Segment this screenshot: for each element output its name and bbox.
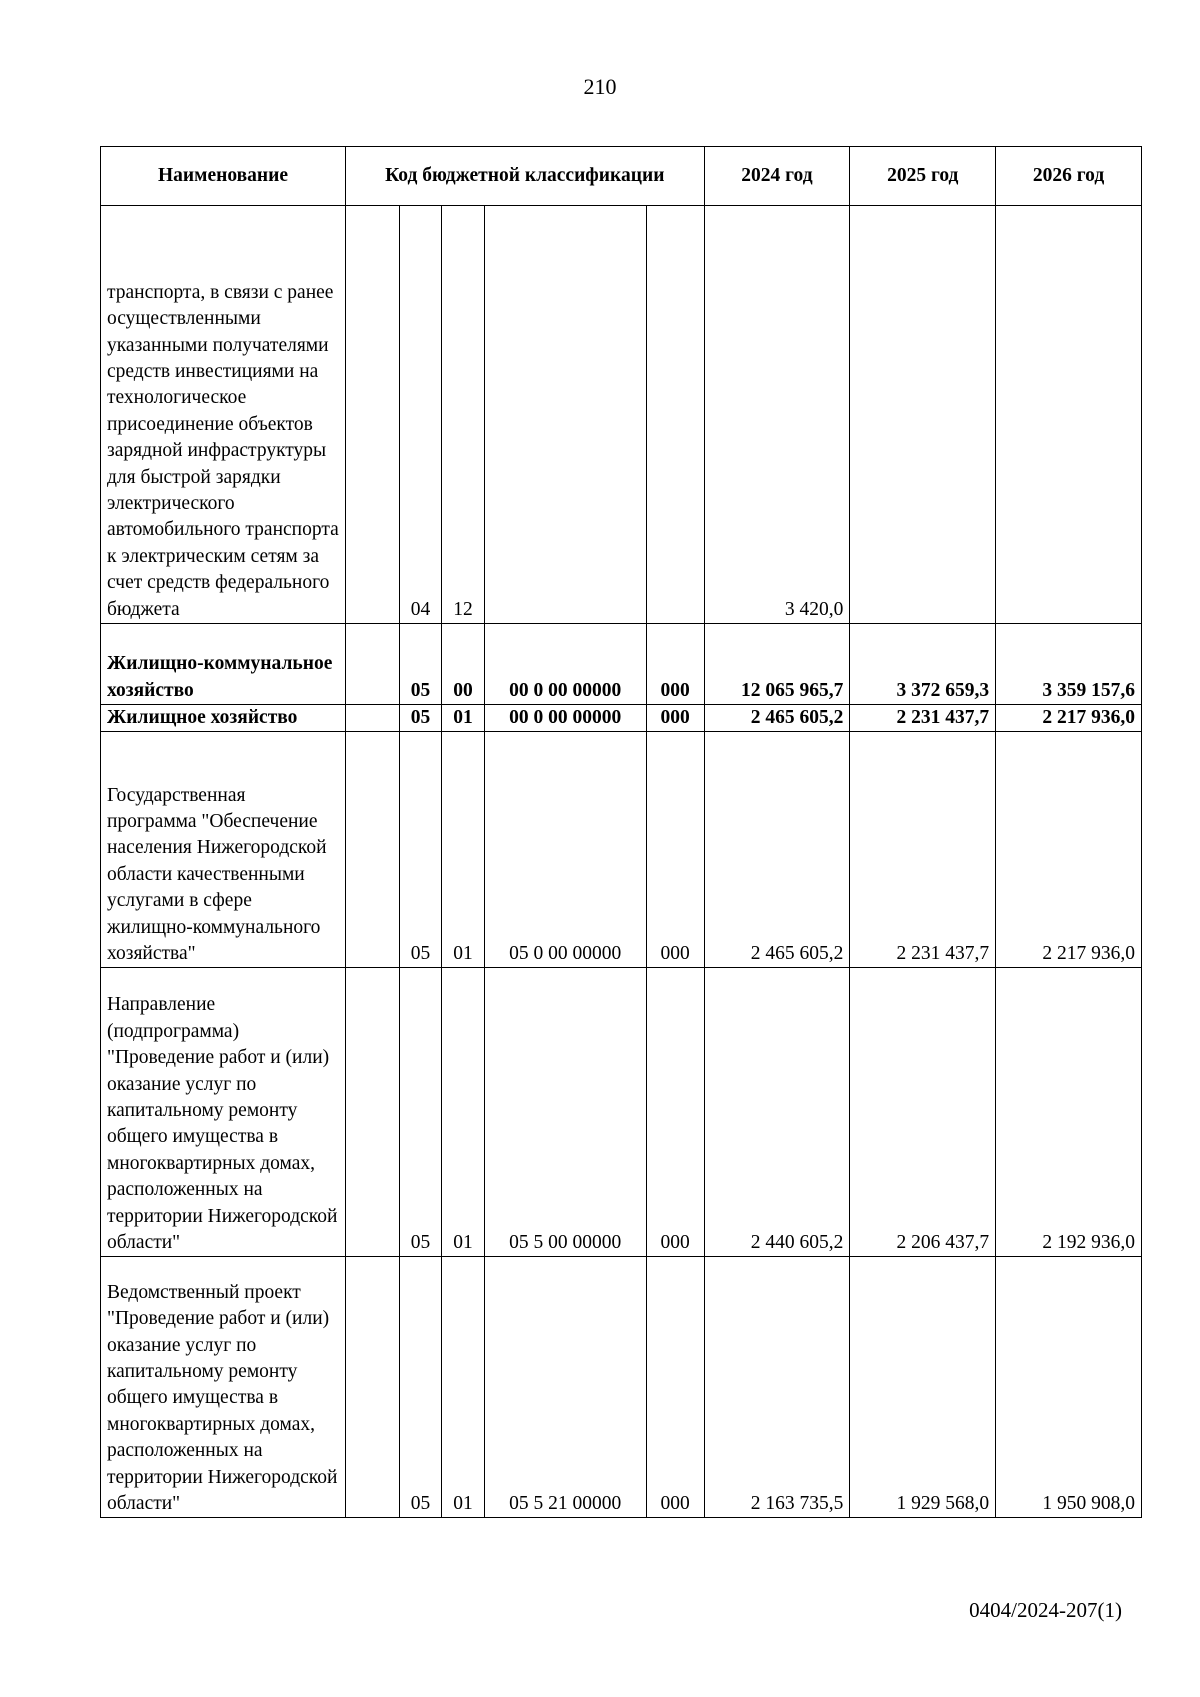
row-name: транспорта, в связи с ранее осуществленными указанными получателями средств инвестициями на технологическое присоединение объектов зарядной инфраструктуры для быстрой зарядки электрического автомобильного транспорта к электрическим сетям за счет средств федерального бюджета <box>101 206 346 624</box>
code-expense-type: 000 <box>646 1257 704 1518</box>
code-section: 05 <box>399 624 442 705</box>
code-subsection: 01 <box>442 705 485 732</box>
value-2024: 2 440 605,2 <box>704 968 850 1257</box>
header-2024: 2024 год <box>704 147 850 206</box>
code-expense-type: 000 <box>646 732 704 968</box>
value-2025: 2 231 437,7 <box>850 732 996 968</box>
code-subsection: 01 <box>442 1257 485 1518</box>
code-part-1 <box>346 732 400 968</box>
value-2025 <box>850 206 996 624</box>
value-2026: 2 217 936,0 <box>996 732 1142 968</box>
code-subsection: 01 <box>442 732 485 968</box>
code-part-1 <box>346 624 400 705</box>
value-2024: 12 065 965,7 <box>704 624 850 705</box>
value-2026 <box>996 206 1142 624</box>
code-part-1 <box>346 206 400 624</box>
value-2025: 1 929 568,0 <box>850 1257 996 1518</box>
code-target-article: 00 0 00 00000 <box>484 624 646 705</box>
code-section: 05 <box>399 705 442 732</box>
budget-table <box>100 146 1142 1518</box>
page-number: 210 <box>583 74 617 99</box>
row-name: Жилищное хозяйство <box>101 705 346 732</box>
value-2024: 3 420,0 <box>704 206 850 624</box>
code-part-1 <box>346 968 400 1257</box>
row-name: Жилищно-коммунальное хозяйство <box>101 624 346 705</box>
value-2024: 2 465 605,2 <box>704 732 850 968</box>
value-2025: 2 206 437,7 <box>850 968 996 1257</box>
code-target-article: 05 5 21 00000 <box>484 1257 646 1518</box>
code-target-article: 00 0 00 00000 <box>484 705 646 732</box>
code-subsection: 01 <box>442 968 485 1257</box>
value-2026: 1 950 908,0 <box>996 1257 1142 1518</box>
table-header-row <box>101 147 1142 206</box>
code-target-article <box>484 206 646 624</box>
code-section: 05 <box>399 968 442 1257</box>
header-2026: 2026 год <box>996 147 1142 206</box>
code-expense-type: 000 <box>646 968 704 1257</box>
code-expense-type: 000 <box>646 624 704 705</box>
document-code: 0404/2024-207(1) <box>969 1598 1122 1622</box>
table-row <box>101 206 1142 624</box>
table-row <box>101 732 1142 968</box>
code-part-1 <box>346 705 400 732</box>
code-subsection: 12 <box>442 206 485 624</box>
value-2025: 2 231 437,7 <box>850 705 996 732</box>
header-code: Код бюджетной классификации <box>346 147 704 206</box>
row-name: Ведомственный проект "Проведение работ и (или) оказание услуг по капитальному ремонту общего имущества в многоквартирных домах, расположенных на территории Нижегородской области" <box>101 1257 346 1518</box>
code-section: 05 <box>399 1257 442 1518</box>
table-row <box>101 1257 1142 1518</box>
code-target-article: 05 0 00 00000 <box>484 732 646 968</box>
header-2025: 2025 год <box>850 147 996 206</box>
table-row <box>101 968 1142 1257</box>
code-target-article: 05 5 00 00000 <box>484 968 646 1257</box>
value-2026: 2 192 936,0 <box>996 968 1142 1257</box>
code-expense-type <box>646 206 704 624</box>
value-2025: 3 372 659,3 <box>850 624 996 705</box>
code-subsection: 00 <box>442 624 485 705</box>
table-row <box>101 624 1142 705</box>
table-row <box>101 705 1142 732</box>
value-2024: 2 465 605,2 <box>704 705 850 732</box>
code-expense-type: 000 <box>646 705 704 732</box>
code-part-1 <box>346 1257 400 1518</box>
value-2026: 2 217 936,0 <box>996 705 1142 732</box>
row-name: Государственная программа "Обеспечение населения Нижегородской области качественными услугами в сфере жилищно-коммунального хозяйства" <box>101 732 346 968</box>
value-2024: 2 163 735,5 <box>704 1257 850 1518</box>
code-section: 05 <box>399 732 442 968</box>
code-section: 04 <box>399 206 442 624</box>
row-name: Направление (подпрограмма) "Проведение работ и (или) оказание услуг по капитальному ремонту общего имущества в многоквартирных домах, расположенных на территории Нижегородской области" <box>101 968 346 1257</box>
value-2026: 3 359 157,6 <box>996 624 1142 705</box>
header-name: Наименование <box>101 147 346 206</box>
